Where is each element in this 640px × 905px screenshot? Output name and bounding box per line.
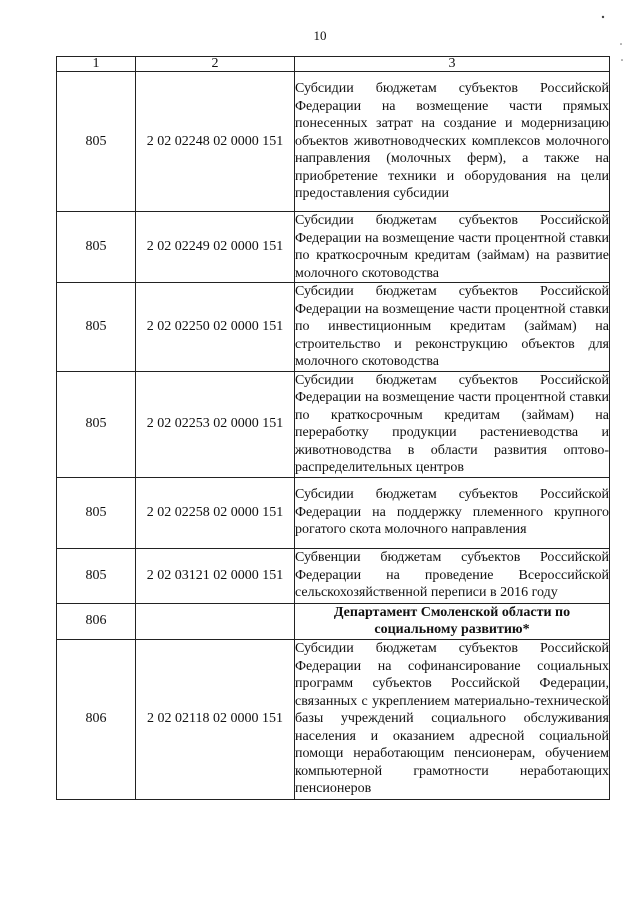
description-cell: Субсидии бюджетам субъектов Российской Федерации на софинансирование социальных программ субъектов Российской Федерации, связанных с укреплением материально-технической базы учреждений социального обслуживания населения и оказанием адресной социальной помощи неработающим пенсионерам, обучением компьютерной грамотности неработающих пенсионеров [295, 639, 610, 799]
scan-speck [621, 59, 623, 61]
description-cell: Субсидии бюджетам субъектов Российской Федерации на возмещение части прямых понесенных затрат на создание и модернизацию объектов животноводческих комплексов молочного направления (молочных ферм), а также на приобретение техники и оборудования на цели предоставления субсидии [295, 72, 610, 212]
description-cell: Субвенции бюджетам субъектов Российской Федерации на проведение Всероссийской сельскохозяйственной переписи в 2016 году [295, 548, 610, 603]
admin-code-cell: 805 [57, 371, 136, 477]
admin-code-cell: 805 [57, 212, 136, 283]
table-row [57, 72, 610, 212]
admin-code-cell: 805 [57, 548, 136, 603]
admin-code-cell: 806 [57, 639, 136, 799]
budget-code-cell: 2 02 02253 02 0000 151 [136, 371, 295, 477]
budget-code-cell: 2 02 02250 02 0000 151 [136, 283, 295, 372]
table-row [57, 371, 610, 477]
table-row [57, 639, 610, 799]
table-row [57, 477, 610, 548]
page-number: 10 [313, 28, 327, 43]
description-cell: Субсидии бюджетам субъектов Российской Федерации на возмещение части процентной ставки по краткосрочным кредитам (займам) на развитие молочного скотоводства [295, 213, 609, 281]
budget-code-cell: 2 02 02118 02 0000 151 [136, 639, 295, 799]
admin-code-cell: 805 [57, 72, 136, 212]
admin-code-cell: 805 [57, 477, 136, 548]
budget-codes-table [56, 56, 610, 800]
description-cell: Субсидии бюджетам субъектов Российской Федерации на возмещение части процентной ставки по инвестиционным кредитам (займам) на строительство и реконструкцию объектов для молочного скотоводства [295, 284, 609, 369]
description-cell: Субсидии бюджетам субъектов Российской Федерации на поддержку племенного крупного рогатого скота молочного направления [295, 477, 610, 548]
admin-code-cell: 805 [57, 283, 136, 372]
table-row [57, 212, 610, 283]
admin-code-cell: 806 [57, 603, 136, 639]
table-row [57, 283, 610, 372]
budget-code-cell: 2 02 03121 02 0000 151 [136, 548, 295, 603]
table-row [57, 548, 610, 603]
scan-speck [602, 16, 604, 18]
description-cell: Субсидии бюджетам субъектов Российской Федерации на возмещение части процентной ставки по краткосрочным кредитам (займам) на переработку продукции растениеводства и животноводства в области развития оптово-распределительных центров [295, 372, 609, 475]
header-col-2: 2 [136, 57, 295, 72]
budget-code-cell [136, 603, 295, 639]
department-heading-cell: Департамент Смоленской области по социальному развитию* [295, 603, 610, 639]
table-header-row [57, 57, 610, 72]
budget-code-cell: 2 02 02249 02 0000 151 [136, 212, 295, 283]
budget-code-cell: 2 02 02258 02 0000 151 [136, 477, 295, 548]
header-col-1: 1 [57, 57, 136, 72]
budget-code-cell: 2 02 02248 02 0000 151 [136, 72, 295, 212]
table-row-department [57, 603, 610, 639]
header-col-3: 3 [295, 57, 610, 72]
